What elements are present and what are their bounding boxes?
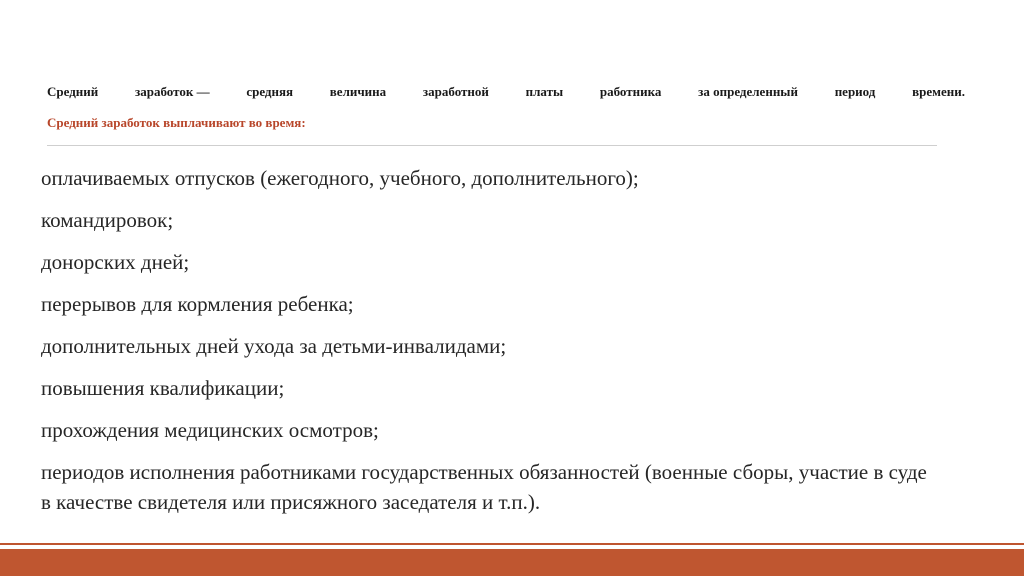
heading-word: платы <box>525 84 564 99</box>
slide-heading <box>47 84 965 100</box>
list-item: донорских дней; <box>41 250 190 274</box>
list-item: дополнительных дней ухода за детьми-инвалидами; <box>41 334 507 358</box>
list-item: перерывов для кормления ребенка; <box>41 292 354 316</box>
slide-subheading: Средний заработок выплачивают во время: <box>47 115 306 130</box>
heading-word: заработок — <box>135 84 210 99</box>
heading-divider <box>47 145 937 146</box>
heading-word: период <box>834 84 876 99</box>
list-item: периодов исполнения работниками государственных обязанностей (военные сборы, участие в суде в качестве свидетеля или присяжного заседателя и т.п.). <box>41 460 927 514</box>
heading-word: за определенный <box>698 84 798 99</box>
list-item: прохождения медицинских осмотров; <box>41 418 379 442</box>
list-item: командировок; <box>41 208 174 232</box>
heading-word: времени. <box>912 84 965 99</box>
list-item: повышения квалификации; <box>41 376 285 400</box>
footer-bar <box>0 549 1024 576</box>
list-item: оплачиваемых отпусков (ежегодного, учебного, дополнительного); <box>41 166 639 190</box>
heading-word: средняя <box>246 84 294 99</box>
heading-word: Средний <box>47 84 99 99</box>
heading-word: величина <box>329 84 387 99</box>
footer-line <box>0 543 1024 545</box>
heading-word: работника <box>599 84 662 99</box>
content-list <box>41 163 941 529</box>
heading-word: заработной <box>422 84 489 99</box>
